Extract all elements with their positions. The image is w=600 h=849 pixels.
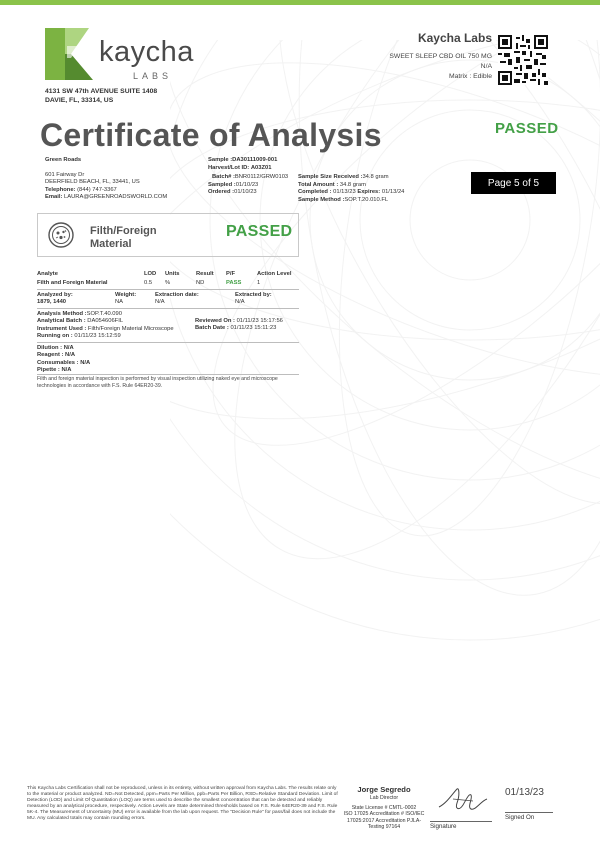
weight [115, 292, 136, 307]
completed-label: Completed : [298, 189, 332, 196]
kaycha-k-logo-icon [45, 28, 95, 80]
extracted-by-label: Extracted by: [235, 292, 272, 298]
divider [37, 342, 299, 343]
col-result: Result [196, 271, 214, 277]
analysis-method-label: Analysis Method : [37, 311, 87, 317]
license-line4: Testing 97164 [367, 824, 401, 831]
reagent-label: Reagent : [37, 352, 64, 359]
section-status-badge: PASSED [226, 223, 293, 240]
client-name: Green Roads [45, 157, 82, 163]
divider [37, 289, 299, 290]
divider [37, 374, 299, 375]
footer-disclaimer: This Kaycha Labs Certification shall not be reproduced, unless in its entirety, without written approval from Kaycha Labs. The results relate only to the material or product analyzed. ND=Not Detected, ppm=Parts Per Million, ppb=Parts Per Billion, RSD=Relative Standard Deviation. Limit of Detection (LOD) and Limit Of Quantitation (LOQ) are terms used to describe the smallest concentration that can be detected and reliably measured by an analytical procedure, respectively. Action Levels are State determined thresholds based on F.S. Rule 64ER20-39 and F.S. Rule 5K-4. The Measurement of Uncertainty (MU) error is available from the lab upon request. The "Decision Rule" for pass/fail does not include the MU. Any calculated totals may contain rounding errors. [27, 786, 338, 822]
cell-lod: 0.5 [144, 280, 153, 286]
sample-label: Sample : [208, 157, 233, 163]
client-phone-label: Telephone: [45, 186, 76, 193]
analytical-batch-value: DA054606FIL [87, 318, 124, 325]
method-value: SOP.T.20.010.FL [344, 196, 389, 203]
overall-status-badge: PASSED [495, 120, 559, 137]
sample-info [208, 157, 288, 197]
brand-title: Kaycha Labs [417, 31, 492, 45]
page-indicator: Page 5 of 5 [471, 172, 556, 194]
analytical-batch-label: Analytical Batch : [37, 318, 86, 325]
review-details [195, 318, 283, 333]
batch-label: Batch# : [212, 174, 235, 181]
signature-label: Signature [430, 823, 457, 830]
expires-label: Expires: [357, 189, 381, 196]
dilution-value: N/A [63, 345, 74, 351]
total-label: Total Amount : [298, 181, 339, 188]
col-lod: LOD [144, 271, 157, 277]
extraction-date-value: N/A [155, 299, 165, 306]
extracted-by-value: N/A [235, 299, 245, 306]
client-email-label: Email: [45, 194, 63, 201]
method-note: Filth and foreign material inspection is performed by visual inspection utilizing naked eye and microscope technologies in accordance with F.S. Rule 64ER20-39. [37, 376, 278, 389]
dilution-label: Dilution : [37, 345, 63, 351]
signed-date: 01/13/23 [505, 787, 544, 798]
license-line2: ISO 17025 Accreditation # ISO/IEC [343, 811, 425, 818]
harvest-id: A03Z01 [250, 164, 272, 171]
lab-address-line1: 4131 SW 47th AVENUE SUITE 1408 [45, 88, 158, 95]
lab-address-line2: DAVIE, FL, 33314, US [45, 97, 114, 104]
product-name: SWEET SLEEP CBD OIL 750 MG [389, 53, 492, 60]
license-line3: 17025:2017 Accreditation PJLA- [346, 817, 422, 824]
cell-action-level: 1 [257, 280, 261, 286]
analyzed-by-label: Analyzed by: [37, 292, 73, 298]
running-label: Running on : [37, 333, 73, 340]
weight-value: NA [115, 299, 124, 306]
signed-on-line [505, 812, 553, 813]
analysis-method-value: SOP.T.40.090 [86, 311, 122, 317]
page-title: Certificate of Analysis [40, 117, 382, 153]
logo-subtitle: LABS [133, 71, 173, 81]
lab-director-block [334, 785, 434, 831]
cell-units: % [165, 280, 171, 286]
col-units: Units [165, 271, 180, 277]
cell-result: ND [196, 280, 205, 286]
expires-value: 01/13/24 [381, 189, 405, 196]
product-matrix: Matrix : Edible [448, 73, 492, 80]
consumables-label: Consumables : [37, 359, 79, 366]
sampled-value: 01/10/23 [235, 181, 259, 188]
consumables-details [37, 345, 90, 375]
harvest-label: Harvest/Lot ID: [208, 164, 250, 171]
ordered-label: Ordered : [208, 189, 235, 196]
top-accent-bar [0, 0, 600, 5]
qr-code-icon[interactable] [498, 35, 548, 85]
analyzed-by [37, 292, 73, 307]
reviewed-label: Reviewed On : [195, 318, 235, 324]
director-name: Jorge Segredo [357, 785, 411, 794]
signed-on-label: Signed On [505, 814, 535, 821]
divider [37, 308, 299, 309]
client-email: LAURA@GREENROADSWORLD.COM [64, 194, 168, 201]
batch-value: BNR0112/GRW0103 [234, 174, 289, 181]
kaycha-logo [45, 28, 194, 83]
pipette-label: Pipette : [37, 367, 60, 374]
instrument-label: Instrument Used : [37, 325, 87, 332]
extraction-date-label: Extraction date: [155, 292, 199, 298]
section-title: Filth/Foreign Material [90, 225, 157, 250]
reviewed-value: 01/11/23 15:17:56 [236, 318, 283, 324]
consumables-value: N/A [80, 359, 91, 366]
client-city: DEERFIELD BEACH, FL, 33441, US [45, 179, 140, 186]
total-value: 34.8 gram [339, 181, 366, 188]
extraction-date [155, 292, 199, 307]
cell-analyte: Filth and Foreign Material [37, 280, 108, 286]
product-info [389, 52, 492, 82]
analysis-details [37, 311, 174, 341]
director-role: Lab Director [369, 795, 399, 801]
logo-wordmark: kaycha [99, 36, 194, 68]
license-info [334, 805, 434, 831]
sample-receipt-info [298, 174, 404, 204]
batch-date-value: 01/11/23 15:11:23 [230, 325, 277, 332]
filth-section-header [37, 213, 299, 257]
cell-pass: PASS [226, 280, 242, 286]
microscope-inspection-icon [48, 222, 74, 248]
signature-line [430, 821, 492, 822]
sampled-label: Sampled : [208, 181, 236, 188]
col-pf: P/F [226, 271, 236, 277]
table-header-row [37, 271, 299, 279]
ordered-value: 01/10/23 [234, 189, 257, 196]
weight-label: Weight: [115, 292, 137, 298]
instrument-value: Filth/Foreign Material Microscope [87, 325, 174, 332]
handwritten-signature-icon [433, 781, 493, 821]
product-na: N/A [480, 63, 492, 70]
method-label: Sample Method : [298, 196, 345, 203]
col-action-level: Action Level [257, 271, 292, 277]
lab-address [45, 87, 157, 105]
analyzed-by-value: 1879, 1440 [37, 299, 67, 306]
client-street: 601 Fairway Dr [45, 171, 85, 178]
size-value: 34.8 gram [362, 174, 389, 180]
size-label: Sample Size Received : [298, 174, 363, 180]
completed-value: 01/13/23 [333, 189, 356, 196]
running-value: 01/11/23 15:12:59 [74, 333, 121, 340]
client-info [45, 157, 167, 202]
license-line1: State License # CMTL-0002 [351, 805, 417, 811]
sample-id: DA30111009-001 [232, 157, 278, 163]
extracted-by [235, 292, 272, 307]
client-phone: (844) 747-3367 [77, 186, 117, 193]
batch-date-label: Batch Date : [195, 325, 229, 332]
reagent-value: N/A [65, 352, 76, 359]
col-analyte: Analyte [37, 271, 58, 277]
pipette-value: N/A [61, 367, 72, 374]
table-row [37, 280, 299, 288]
